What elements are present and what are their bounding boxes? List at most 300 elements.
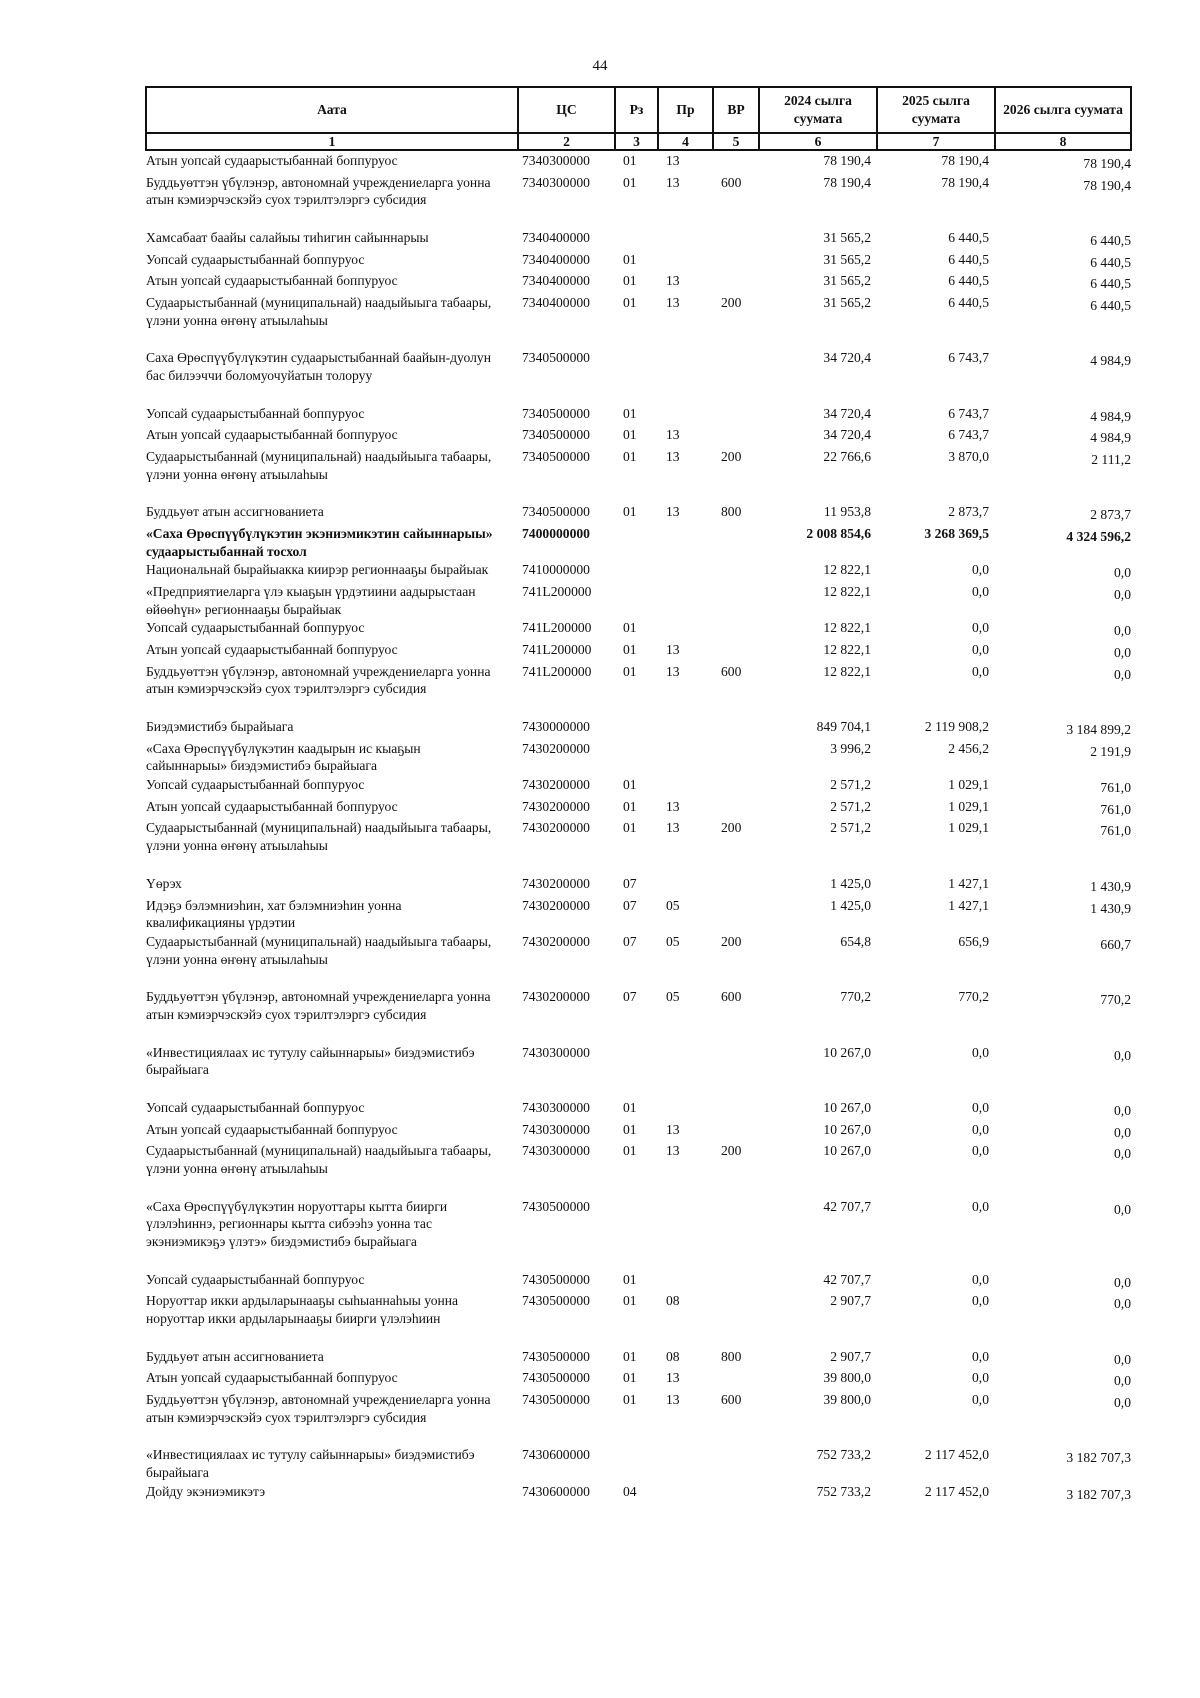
row-vr-code: 200 [721,820,742,836]
row-cs-code: 7430500000 [522,1271,590,1287]
row-rz-code: 01 [623,1271,637,1287]
row-name: Норуоттар икки ардыларынааҕы сыһыаннаһыы уонна норуоттар икки ардыларынааҕы биирги үлэлэһиин [146,1293,459,1326]
row-name: Саха Өрөспүүбүлүкэтин судаарыстыбаннай баайын-дуолун бас билээччи боломуочуйатын толоруу [146,350,491,384]
row-name: Хамсабаат баайы салайыы тиһигин сайыннарыы [146,230,429,246]
table-row [146,818,1131,854]
row-rz-code: 01 [623,251,637,267]
header-2025: 2025 сылга суумата [877,87,995,133]
row-amount-2026: 3 182 707,3 [1066,1486,1131,1502]
row-vr-code [713,640,759,662]
row-name: Национальнай бырайыакка киирэр регионнааҕы бырайыак [146,562,489,578]
row-amount-2025: 0,0 [972,584,989,600]
row-amount-2024: 3 996,2 [830,740,871,756]
row-amount-2026: 0,0 [1114,1102,1131,1118]
row-rz-code [615,1445,658,1481]
row-vr-code [713,1120,759,1142]
row-name: Судаарыстыбаннай (муниципальнай) наадыйыыга табаары, үлэни уонна өҥөнү атыылаһыы [146,933,492,967]
row-cs-code: 7430200000 [522,897,590,913]
table-row [146,717,1131,739]
table-row [146,228,1131,250]
row-amount-2026: 0,0 [1114,645,1131,661]
row-amount-2024: 78 190,4 [823,153,871,168]
row-rz-code [615,1043,658,1079]
budget-table [145,86,1132,1503]
row-cs-code: 7410000000 [522,562,590,578]
row-vr-code: 600 [721,174,742,190]
row-amount-2026: 0,0 [1114,1351,1131,1367]
row-rz-code: 01 [623,295,637,311]
row-name: Буддьуөттэн үбүлэнэр, автономнай учреждениеларга уонна атын кэмиэрчэскэйэ суох тэрилтэлэргэ субсидия [146,174,491,208]
row-name: Уопсай судаарыстыбаннай боппуруос [146,777,365,793]
row-name: Уопсай судаарыстыбаннай боппуруос [146,405,365,421]
row-pr-code: 13 [666,1143,680,1159]
row-rz-code: 01 [623,663,637,679]
column-number: 3 [615,133,658,150]
row-vr-code [713,425,759,447]
row-cs-code: 7430300000 [522,1044,590,1060]
table-row [146,404,1131,426]
row-pr-code [658,228,713,250]
row-spacer-cell [146,1251,1131,1270]
row-rz-code: 01 [623,1391,637,1407]
row-spacer-cell [146,1426,1131,1445]
row-pr-code: 13 [666,174,680,190]
row-vr-code [713,1445,759,1481]
row-pr-code [658,1197,713,1251]
header-row [146,87,1131,133]
table-row [146,425,1131,447]
row-vr-code [713,1291,759,1327]
row-amount-2024: 39 800,0 [823,1391,871,1407]
row-amount-2025: 2 456,2 [948,740,989,756]
row-amount-2024: 42 707,7 [823,1271,871,1287]
row-cs-code: 741L200000 [522,584,592,600]
row-cs-code: 7430200000 [522,933,590,949]
row-amount-2024: 34 720,4 [823,405,871,421]
row-spacer [146,1178,1131,1197]
row-vr-code: 600 [721,663,742,679]
row-amount-2026: 0,0 [1114,1274,1131,1290]
row-cs-code: 7340500000 [522,405,590,421]
row-rz-code: 07 [623,933,637,949]
row-vr-code: 200 [721,933,742,949]
row-amount-2025: 6 743,7 [948,405,989,421]
table-row [146,1291,1131,1327]
row-amount-2024: 849 704,1 [816,719,871,735]
table-body [146,150,1131,1503]
table-row [146,250,1131,272]
row-spacer-cell [146,855,1131,874]
table-row [146,987,1131,1023]
row-amount-2024: 31 565,2 [823,251,871,267]
row-spacer-cell [146,483,1131,502]
row-vr-code: 600 [721,1391,742,1407]
row-vr-code [713,775,759,797]
row-cs-code: 741L200000 [522,620,592,636]
row-rz-code: 07 [623,897,637,913]
row-pr-code [658,1270,713,1292]
row-spacer [146,968,1131,987]
row-vr-code [713,739,759,775]
column-number: 6 [759,133,877,150]
row-cs-code: 7400000000 [522,526,590,542]
row-name: «Предприятиеларга үлэ кыаҕын үрдэтиини аадырыстаан өйөөһүн» регионнааҕы бырайыак [146,584,476,617]
row-amount-2026: 0,0 [1114,666,1131,682]
row-name: Атын уопсай судаарыстыбаннай боппуруос [146,427,398,443]
row-pr-code [658,1445,713,1481]
table-row [146,150,1131,173]
row-name: Буддьуөттэн үбүлэнэр, автономнай учреждениеларга уонна атын кэмиэрчэскэйэ суох тэрилтэлэргэ субсидия [146,1391,491,1425]
row-cs-code: 7430200000 [522,989,590,1005]
row-amount-2024: 78 190,4 [823,174,871,190]
row-name: Буддьуөттэн үбүлэнэр, автономнай учреждениеларга уонна атын кэмиэрчэскэйэ суох тэрилтэлэргэ субсидия [146,663,491,697]
row-vr-code: 200 [721,449,742,465]
row-cs-code: 7430600000 [522,1447,590,1463]
row-spacer-cell [146,1328,1131,1347]
row-spacer [146,698,1131,717]
row-cs-code: 7340400000 [522,251,590,267]
row-vr-code [713,271,759,293]
row-pr-code: 05 [666,989,680,1005]
table-row [146,874,1131,896]
row-amount-2025: 0,0 [972,1348,989,1364]
row-amount-2026: 6 440,5 [1090,233,1131,249]
row-rz-code: 07 [623,875,637,891]
row-spacer-cell [146,968,1131,987]
row-amount-2026: 3 182 707,3 [1066,1450,1131,1466]
header-rz: Рз [615,87,658,133]
table-row [146,447,1131,483]
row-cs-code: 7430000000 [522,719,590,735]
row-rz-code: 01 [623,449,637,465]
row-amount-2024: 770,2 [840,989,871,1005]
row-name: «Саха Өрөспүүбүлүкэтин норуоттары кытта биирги үлэлэһиннэ, регионнары кытта сибээһэ уонна тас экэниэмикэҕэ үлэтэ» биэдэмистибэ бырайыага [146,1198,448,1249]
table-row [146,1043,1131,1079]
row-amount-2025: 770,2 [958,989,989,1005]
row-vr-code [713,1368,759,1390]
row-amount-2024: 752 733,2 [816,1447,871,1463]
row-vr-code [713,618,759,640]
row-spacer-cell [146,329,1131,348]
row-vr-code [713,228,759,250]
row-spacer [146,1251,1131,1270]
row-rz-code: 01 [623,153,637,168]
row-cs-code: 7430200000 [522,820,590,836]
table-row [146,502,1131,524]
row-vr-code [713,150,759,173]
row-name: Судаарыстыбаннай (муниципальнай) наадыйыыга табаары, үлэни уонна өҥөнү атыылаһыы [146,449,492,482]
row-amount-2025: 0,0 [972,1099,989,1115]
row-pr-code: 13 [666,449,680,465]
table-header [146,87,1131,150]
row-rz-code [615,739,658,775]
row-rz-code [615,228,658,250]
row-pr-code: 13 [666,1370,680,1386]
row-amount-2026: 2 111,2 [1091,452,1131,468]
row-amount-2026: 78 190,4 [1083,156,1131,171]
row-rz-code: 07 [623,989,637,1005]
table-row [146,1120,1131,1142]
row-cs-code: 7340300000 [522,153,590,168]
table-row [146,293,1131,329]
row-amount-2024: 12 822,1 [823,620,871,636]
row-pr-code [658,1482,713,1504]
row-pr-code [658,1043,713,1079]
row-cs-code: 7430200000 [522,798,590,814]
table-row [146,896,1131,932]
row-amount-2025: 1 029,1 [948,798,989,814]
row-amount-2024: 752 733,2 [816,1483,871,1499]
row-pr-code: 13 [666,642,680,658]
row-name: Уопсай судаарыстыбаннай боппуруос [146,620,365,636]
row-pr-code [658,1098,713,1120]
row-pr-code: 05 [666,897,680,913]
row-amount-2026: 1 430,9 [1090,900,1131,916]
row-pr-code [658,717,713,739]
row-amount-2026: 0,0 [1114,1201,1131,1217]
table-row [146,1141,1131,1177]
row-amount-2024: 2 571,2 [830,777,871,793]
row-amount-2026: 0,0 [1114,1296,1131,1312]
row-amount-2026: 0,0 [1114,1394,1131,1410]
row-amount-2025: 0,0 [972,1198,989,1214]
row-pr-code [658,560,713,582]
row-amount-2024: 12 822,1 [823,584,871,600]
row-pr-code: 13 [666,153,680,168]
row-amount-2025: 6 743,7 [948,427,989,443]
row-cs-code: 7340400000 [522,295,590,311]
row-rz-code [615,348,658,384]
row-amount-2025: 2 873,7 [948,504,989,520]
row-rz-code: 01 [623,642,637,658]
table-row [146,640,1131,662]
row-spacer-cell [146,1079,1131,1098]
row-amount-2025: 1 029,1 [948,777,989,793]
row-rz-code: 04 [623,1483,637,1499]
row-amount-2026: 4 324 596,2 [1066,529,1131,545]
row-amount-2025: 0,0 [972,1044,989,1060]
row-cs-code: 7430600000 [522,1483,590,1499]
row-rz-code [615,582,658,618]
row-amount-2024: 1 425,0 [830,897,871,913]
row-amount-2026: 3 184 899,2 [1066,722,1131,738]
row-cs-code: 7430200000 [522,777,590,793]
row-amount-2026: 4 984,9 [1090,408,1131,424]
row-amount-2025: 0,0 [972,1121,989,1137]
row-amount-2025: 0,0 [972,562,989,578]
table-row [146,1482,1131,1504]
row-vr-code [713,524,759,560]
row-pr-code: 13 [666,295,680,311]
row-amount-2024: 31 565,2 [823,230,871,246]
row-cs-code: 7340500000 [522,504,590,520]
row-amount-2024: 12 822,1 [823,642,871,658]
row-amount-2026: 0,0 [1114,565,1131,581]
page-number: 44 [592,58,608,74]
row-spacer [146,1024,1131,1043]
row-amount-2026: 770,2 [1100,992,1131,1008]
row-vr-code [713,348,759,384]
column-number: 4 [658,133,713,150]
row-name: «Инвестициялаах ис тутулу сайыннарыы» биэдэмистибэ бырайыага [146,1447,475,1480]
row-name: Буддьуөттэн үбүлэнэр, автономнай учреждениеларга уонна атын кэмиэрчэскэйэ суох тэрилтэлэргэ субсидия [146,989,491,1022]
row-amount-2025: 6 440,5 [948,273,989,289]
row-amount-2026: 78 190,4 [1083,177,1131,193]
row-name: Биэдэмистибэ бырайыага [146,719,294,735]
column-number: 5 [713,133,759,150]
row-pr-code: 08 [666,1293,680,1309]
table-row [146,173,1131,209]
table-row [146,271,1131,293]
row-amount-2024: 10 267,0 [823,1099,871,1115]
row-spacer [146,209,1131,228]
row-amount-2026: 660,7 [1100,936,1131,952]
row-rz-code: 01 [623,620,637,636]
row-amount-2026: 1 430,9 [1090,878,1131,894]
row-amount-2025: 6 743,7 [948,350,989,366]
row-vr-code [713,1098,759,1120]
row-amount-2026: 6 440,5 [1090,298,1131,314]
row-pr-code: 13 [666,1391,680,1407]
row-cs-code: 7430500000 [522,1348,590,1364]
table-row [146,1197,1131,1251]
row-amount-2025: 1 427,1 [948,875,989,891]
row-amount-2026: 761,0 [1100,801,1131,817]
row-amount-2024: 10 267,0 [823,1044,871,1060]
row-amount-2026: 0,0 [1114,587,1131,603]
row-rz-code [615,717,658,739]
row-vr-code [713,582,759,618]
row-rz-code: 01 [623,1370,637,1386]
row-rz-code: 01 [623,820,637,836]
row-amount-2024: 2 907,7 [830,1293,871,1309]
row-amount-2024: 2 571,2 [830,820,871,836]
row-rz-code: 01 [623,405,637,421]
row-pr-code [658,524,713,560]
row-amount-2024: 34 720,4 [823,350,871,366]
row-amount-2025: 0,0 [972,1271,989,1287]
row-amount-2025: 6 440,5 [948,295,989,311]
row-spacer-cell [146,1024,1131,1043]
row-rz-code: 01 [623,273,637,289]
row-amount-2024: 10 267,0 [823,1143,871,1159]
row-amount-2025: 2 117 452,0 [924,1483,989,1499]
table-row [146,618,1131,640]
row-amount-2025: 78 190,4 [941,174,989,190]
row-vr-code [713,404,759,426]
column-number: 2 [518,133,615,150]
header-pr: Пр [658,87,713,133]
row-amount-2025: 0,0 [972,1293,989,1309]
row-cs-code: 7430300000 [522,1143,590,1159]
row-pr-code: 13 [666,663,680,679]
table-row [146,348,1131,384]
row-pr-code [658,618,713,640]
row-amount-2025: 78 190,4 [941,153,989,168]
row-name: Буддьуөт атын ассигнованиета [146,504,324,520]
table-row [146,1270,1131,1292]
row-name: Атын уопсай судаарыстыбаннай боппуруос [146,273,398,289]
row-amount-2024: 22 766,6 [823,449,871,465]
row-vr-code [713,797,759,819]
row-amount-2024: 31 565,2 [823,273,871,289]
column-number: 1 [146,133,518,150]
row-rz-code: 01 [623,1293,637,1309]
table-row [146,739,1131,775]
table-row [146,1098,1131,1120]
row-rz-code: 01 [623,777,637,793]
row-amount-2025: 0,0 [972,642,989,658]
table-row [146,1368,1131,1390]
row-amount-2024: 2 008 854,6 [806,526,871,542]
row-rz-code [615,1197,658,1251]
row-amount-2024: 10 267,0 [823,1121,871,1137]
row-amount-2026: 4 984,9 [1090,353,1131,369]
row-amount-2025: 0,0 [972,663,989,679]
row-amount-2026: 6 440,5 [1090,276,1131,292]
row-amount-2026: 4 984,9 [1090,430,1131,446]
row-spacer-cell [146,209,1131,228]
row-cs-code: 7430300000 [522,1121,590,1137]
row-pr-code: 13 [666,1121,680,1137]
row-vr-code [713,896,759,932]
row-pr-code [658,404,713,426]
table-row [146,1347,1131,1369]
column-number: 8 [995,133,1131,150]
row-name: «Саха Өрөспүүбүлүкэтин экэниэмикэтин сайыннарыы» судаарыстыбаннай тосхол [146,526,493,559]
row-vr-code [713,1482,759,1504]
row-amount-2024: 42 707,7 [823,1198,871,1214]
column-number: 7 [877,133,995,150]
row-pr-code: 08 [666,1348,680,1364]
row-vr-code [713,874,759,896]
row-amount-2024: 2 907,7 [830,1348,871,1364]
row-amount-2025: 1 029,1 [948,820,989,836]
row-name: Уопсай судаарыстыбаннай боппуруос [146,1099,365,1115]
row-amount-2026: 2 191,9 [1090,743,1131,759]
row-cs-code: 7340400000 [522,273,590,289]
header-vr: ВР [713,87,759,133]
row-amount-2025: 656,9 [958,933,989,949]
table-row [146,662,1131,698]
row-pr-code: 13 [666,820,680,836]
row-name: Атын уопсай судаарыстыбаннай боппуруос [146,798,398,814]
table-row [146,775,1131,797]
row-name: Уопсай судаарыстыбаннай боппуруос [146,251,365,267]
row-cs-code: 7430200000 [522,875,590,891]
row-name: Атын уопсай судаарыстыбаннай боппуруос [146,1370,398,1386]
row-spacer [146,329,1131,348]
row-vr-code: 600 [721,989,742,1005]
header-2026: 2026 сылга суумата [995,87,1131,133]
row-amount-2024: 34 720,4 [823,427,871,443]
row-pr-code: 13 [666,504,680,520]
row-pr-code [658,250,713,272]
row-pr-code: 13 [666,273,680,289]
table-row [146,560,1131,582]
row-pr-code [658,775,713,797]
row-cs-code: 7430500000 [522,1198,590,1214]
row-vr-code [713,560,759,582]
row-amount-2026: 6 440,5 [1090,254,1131,270]
row-cs-code: 7430500000 [522,1370,590,1386]
row-name: «Саха Өрөспүүбүлүкэтин каадырын ис кыаҕын сайыннарыы» биэдэмистибэ бырайыага [146,740,421,774]
row-vr-code [713,250,759,272]
row-rz-code: 01 [623,798,637,814]
row-cs-code: 7430500000 [522,1391,590,1407]
row-pr-code [658,582,713,618]
row-spacer [146,1426,1131,1445]
